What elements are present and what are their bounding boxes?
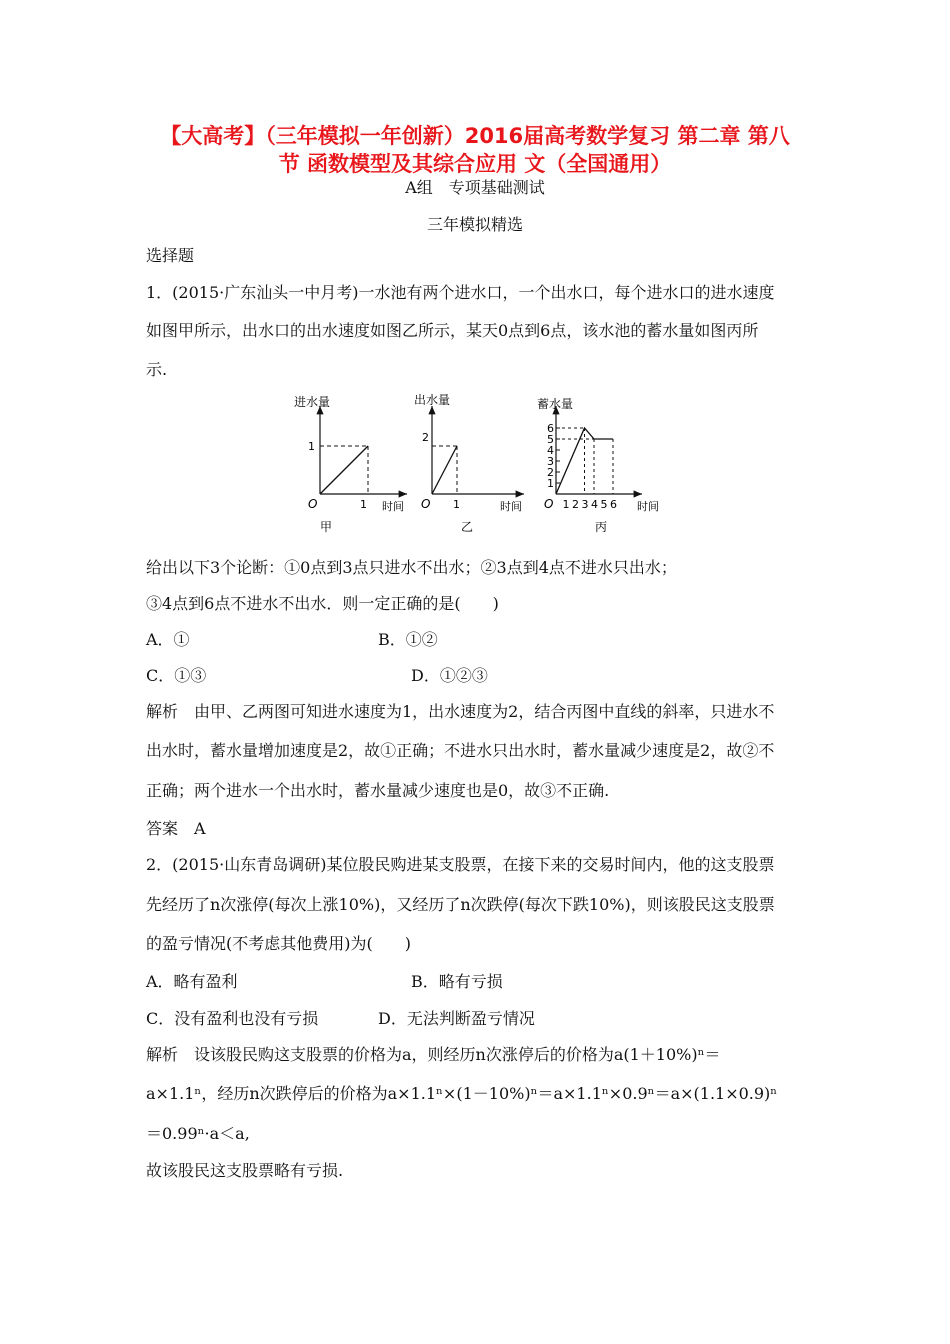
q2-option-d: D．无法判断盈亏情况 bbox=[378, 1009, 535, 1028]
jia-caption: 甲 bbox=[320, 520, 333, 534]
bing-x-tick-label: 1 bbox=[562, 498, 570, 511]
bing-caption: 丙 bbox=[595, 520, 608, 534]
q2-text-line3: 的盈亏情况(不考虑其他费用)为( ) bbox=[146, 934, 411, 953]
bing-y-label: 蓄水量 bbox=[537, 397, 574, 411]
bing-y-tick-label: 6 bbox=[547, 422, 554, 435]
bing-y-tick-label: 2 bbox=[547, 466, 554, 479]
q2-option-a: A．略有盈利 bbox=[146, 972, 238, 991]
q1-option-b: B．①② bbox=[378, 630, 438, 649]
bing-y-tick-label: 1 bbox=[547, 477, 554, 490]
q2-analysis-line3: ＝0.99ⁿ·a＜a, bbox=[146, 1124, 250, 1143]
yi-origin: O bbox=[421, 497, 431, 511]
bing-y-tick-label: 5 bbox=[547, 433, 554, 446]
yi-caption: 乙 bbox=[461, 520, 474, 534]
q1-analysis-line3: 正确；两个进水一个出水时，蓄水量减少速度也是0，故③不正确. bbox=[146, 781, 610, 800]
q1-analysis-line2: 出水时，蓄水量增加速度是2，故①正确；不进水只出水时，蓄水量减少速度是2，故②不 bbox=[146, 741, 775, 760]
q2-analysis-line1: 解析 设该股民购这支股票的价格为a，则经历n次涨停后的价格为a(1＋10%)ⁿ＝ bbox=[146, 1045, 721, 1064]
yi-data-line bbox=[432, 446, 457, 494]
jia-x-label: 时间 bbox=[382, 500, 404, 513]
yi-y-label: 出水量 bbox=[414, 393, 451, 407]
q1-statements-line1: 给出以下3个论断：①0点到3点只进水不出水；②3点到4点不进水只出水； bbox=[146, 558, 677, 577]
q2-text-line2: 先经历了n次涨停(每次上涨10%)，又经历了n次跌停(每次下跌10%)，则该股民这支股票 bbox=[146, 895, 775, 914]
graph-jia bbox=[294, 394, 407, 534]
jia-y-tick: 1 bbox=[308, 440, 315, 453]
bing-x-tick-label: 6 bbox=[610, 498, 617, 511]
jia-origin: O bbox=[308, 497, 318, 511]
bing-x-tick-label: 2 bbox=[572, 498, 579, 511]
bing-origin: O bbox=[544, 497, 554, 511]
q1-answer: 答案 A bbox=[146, 819, 206, 838]
q1-statements-line2: ③4点到6点不进水不出水．则一定正确的是( ) bbox=[146, 594, 499, 613]
graph-bing bbox=[537, 396, 659, 534]
q1-text-line3: 示. bbox=[146, 360, 168, 379]
bing-x-label: 时间 bbox=[637, 500, 659, 513]
q2-analysis-line2: a×1.1ⁿ，经历n次跌停后的价格为a×1.1ⁿ×(1－10%)ⁿ＝a×1.1ⁿ×0.9ⁿ＝a×(1.1×0.9)ⁿ bbox=[146, 1084, 778, 1103]
q1-text-line2: 如图甲所示，出水口的出水速度如图乙所示，某天0点到6点，该水池的蓄水量如图丙所 bbox=[146, 321, 759, 340]
section-label: 选择题 bbox=[146, 246, 195, 265]
q1-analysis-line1: 解析 由甲、乙两图可知进水速度为1，出水速度为2，结合丙图中直线的斜率，只进水不 bbox=[146, 702, 775, 721]
subtitle: 三年模拟精选 bbox=[426, 215, 523, 234]
q2-option-b: B．略有亏损 bbox=[411, 972, 503, 991]
bing-y-tick-label: 3 bbox=[547, 455, 554, 468]
q1-option-a: A．① bbox=[146, 630, 190, 649]
jia-data-line bbox=[320, 446, 368, 494]
jia-x-tick: 1 bbox=[360, 498, 367, 511]
figure-graphs bbox=[292, 388, 664, 538]
group-heading: A组 专项基础测试 bbox=[405, 178, 545, 197]
q1-option-d: D．①②③ bbox=[411, 666, 488, 685]
q2-conclusion: 故该股民这支股票略有亏损. bbox=[146, 1161, 344, 1180]
bing-x-tick-label: 3 bbox=[581, 498, 589, 511]
yi-y-tick: 2 bbox=[422, 431, 429, 444]
bing-x-tick-label: 5 bbox=[600, 498, 608, 511]
q2-text-line1: 2．(2015·山东青岛调研)某位股民购进某支股票，在接下来的交易时间内，他的这支股票 bbox=[146, 855, 775, 874]
jia-y-label: 进水量 bbox=[294, 395, 331, 409]
bing-x-tick-label: 4 bbox=[591, 498, 598, 511]
yi-x-label: 时间 bbox=[500, 500, 522, 513]
document-title: 【大高考】（三年模拟一年创新）2016届高考数学复习 第二章 第八节 函数模型及其综合应用 文（全国通用） bbox=[160, 124, 790, 176]
graph-yi bbox=[414, 392, 524, 534]
q1-text-line1: 1．(2015·广东汕头一中月考)一水池有两个进水口，一个出水口，每个进水口的进水速度 bbox=[146, 283, 775, 302]
yi-x-tick: 1 bbox=[453, 498, 460, 511]
bing-y-tick-label: 4 bbox=[547, 444, 554, 457]
q1-figure bbox=[292, 388, 664, 538]
q2-option-c: C．没有盈利也没有亏损 bbox=[146, 1009, 319, 1028]
q1-option-c: C．①③ bbox=[146, 666, 207, 685]
bing-guides bbox=[556, 428, 613, 494]
